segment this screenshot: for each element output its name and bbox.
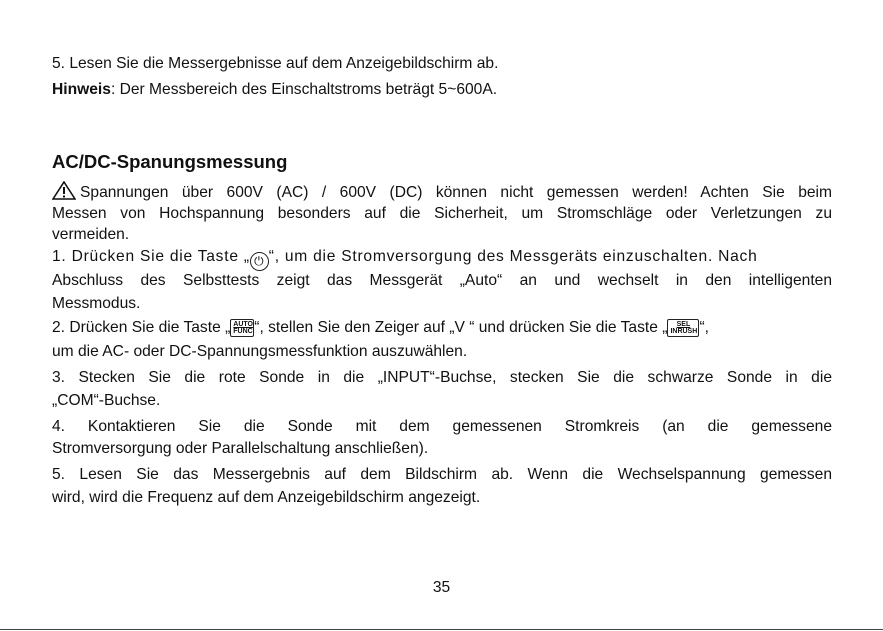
step-2-text-c: “, [699,319,709,336]
step-5-line-1: 5. Lesen Sie das Messergebnis auf dem Bildschirm ab. Wenn die Wechselspannung gemessen [52,466,832,483]
warning-line-3: vermeiden. [52,226,130,243]
step-3-line-1: 3. Stecken Sie die rote Sonde in die „INPUT“-Buchse, stecken Sie die schwarze Sonde in die [52,369,832,386]
step-5-line-2: wird, wird die Frequenz auf dem Anzeigebildschirm angezeigt. [52,489,481,506]
sel-inrush-key-top: SEL [676,321,691,328]
step-1-line-2: Abschluss des Selbsttests zeigt das Messgerät „Auto“ an und wechselt in den intelligenten [52,272,832,289]
section-title: AC/DC-Spanungsmessung [52,151,288,172]
hint-text: : Der Messbereich des Einschaltstroms beträgt 5~600A. [110,81,498,98]
step-2-line-2: um die AC- oder DC-Spannungsmessfunktion auszuwählen. [52,343,468,360]
step-2-text-b: “, stellen Sie den Zeiger auf „V “ und drücken Sie die Taste „ [254,319,668,336]
sel-inrush-key-bottom: INRUSH [670,328,698,335]
step-1-line-3: Messmodus. [52,295,141,312]
warning-line-2: Messen von Hochspannung besonders auf die Sicherheit, um Stromschläge oder Verletzungen zu [52,205,832,222]
warning-triangle-icon [52,181,76,200]
auto-func-key-icon [230,319,254,337]
step-1-text-b: “, um die Stromversorgung des Messgeräts einzuschalten. Nach [268,248,758,265]
bottom-rule [0,629,883,630]
warning-text-1: Spannungen über 600V (AC) / 600V (DC) können nicht gemessen werden! Achten Sie beim [80,184,832,201]
auto-func-key-bottom: FUNC [233,328,253,335]
step-1-text-a: 1. Drücken Sie die Taste „ [52,248,250,265]
power-button-icon: ⏻ [250,252,269,271]
step-3-line-2: „COM“-Buchse. [52,392,161,409]
auto-func-key-top: AUTO [233,321,253,328]
hint-line [52,79,832,100]
step-4-line-2: Stromversorgung oder Parallelschaltung anschließen). [52,440,429,457]
page-number: 35 [432,579,451,596]
step-4-line-1: 4. Kontaktieren Sie die Sonde mit dem gemessenen Stromkreis (an die gemessene [52,418,832,435]
step-1-line-1 [52,246,832,271]
intro-step-5: 5. Lesen Sie die Messergebnisse auf dem Anzeigebildschirm ab. [52,55,499,72]
sel-inrush-key-icon [667,319,699,337]
hint-label: Hinweis [52,81,111,98]
step-2-text-a: 2. Drücken Sie die Taste „ [52,319,231,336]
step-2-line-1 [52,317,832,338]
warning-line-1 [52,181,832,202]
